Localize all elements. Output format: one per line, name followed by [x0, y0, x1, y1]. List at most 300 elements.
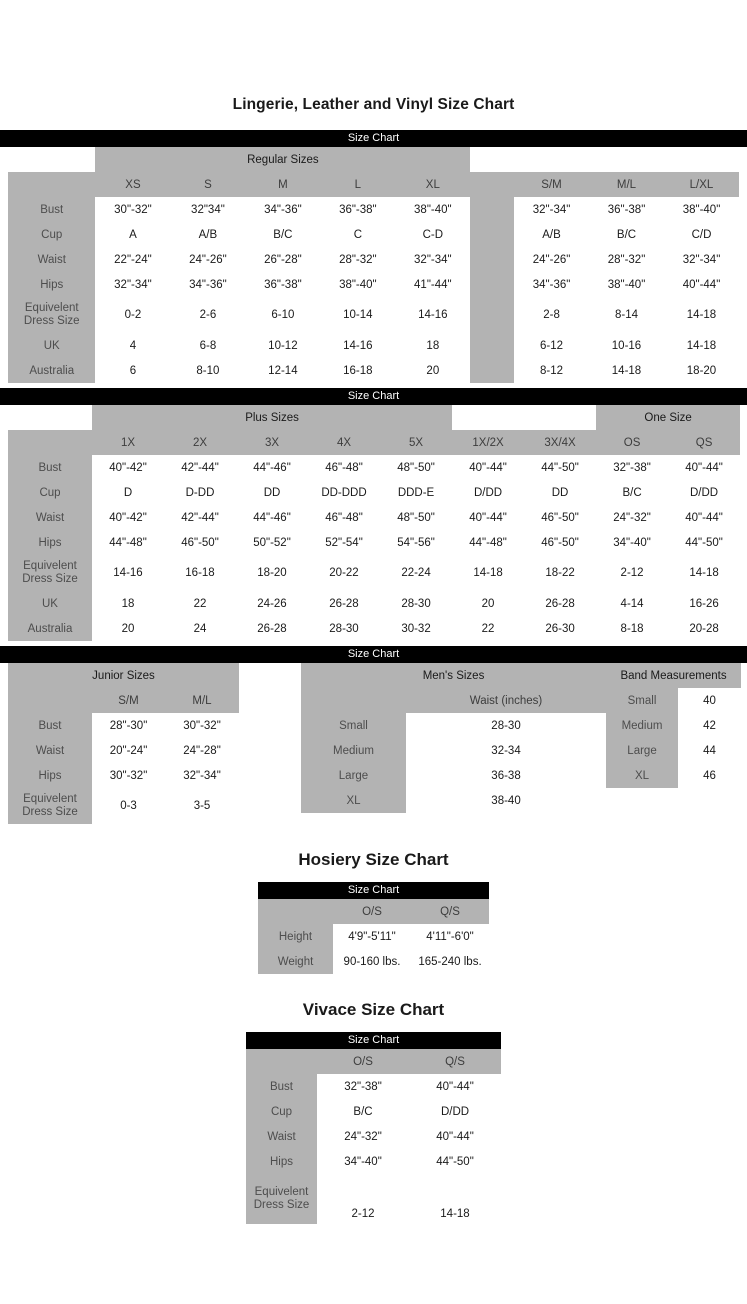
hosiery-table [258, 899, 489, 974]
cell: 44"-46" [236, 505, 308, 530]
corner-cell [8, 430, 92, 455]
spacer-cell [514, 147, 589, 172]
group-header-band-measurements: Band Measurements [606, 663, 741, 688]
table-row [8, 591, 740, 616]
col-header-1x: 1X [92, 430, 164, 455]
cell: 28-30 [380, 591, 452, 616]
col-header-m: M [245, 172, 320, 197]
cell: 24"-26" [170, 247, 245, 272]
cell: C/D [664, 222, 739, 247]
mens-sizes-block [301, 663, 741, 813]
cell: 46"-50" [524, 505, 596, 530]
cell: 26-30 [524, 616, 596, 641]
cell: 2-12 [317, 1174, 409, 1224]
cell: 14-16 [92, 555, 164, 591]
vivace-table [246, 1049, 501, 1224]
cell: D-DD [164, 480, 236, 505]
row-label-bust: Bust [246, 1074, 317, 1099]
table-row [8, 247, 739, 272]
cell: 40"-42" [92, 455, 164, 480]
cell: 8-10 [170, 358, 245, 383]
cell: 22 [452, 616, 524, 641]
cell: 54"-56" [380, 530, 452, 555]
row-label-medium: Medium [606, 713, 678, 738]
junior-sizes-block [8, 663, 239, 824]
size-chart-band-junior-mens: Size Chart [0, 646, 747, 663]
cell: 34"-36" [170, 272, 245, 297]
cell: 26"-28" [245, 247, 320, 272]
cell: 28"-30" [92, 713, 165, 738]
spacer-cell [452, 405, 524, 430]
cell: 38"-40" [395, 197, 470, 222]
cell: 14-18 [664, 333, 739, 358]
cell: 10-14 [320, 297, 395, 333]
cell: 6-12 [514, 333, 589, 358]
row-label-australia: Australia [8, 358, 95, 383]
corner-cell [8, 688, 92, 713]
cell: 16-18 [164, 555, 236, 591]
cell-gap [470, 222, 514, 247]
cell: 14-16 [320, 333, 395, 358]
cell: 40"-44" [409, 1074, 501, 1099]
cell: A/B [170, 222, 245, 247]
col-header-4x: 4X [308, 430, 380, 455]
col-header-os: O/S [317, 1049, 409, 1074]
col-header-ml: M/L [165, 688, 239, 713]
table-row [8, 713, 239, 738]
cell: 40"-44" [668, 455, 740, 480]
cell: 32"34" [170, 197, 245, 222]
group-header-row [8, 663, 239, 688]
cell: A/B [514, 222, 589, 247]
cell: 8-14 [589, 297, 664, 333]
row-label-medium: Medium [301, 738, 406, 763]
row-label-xl: XL [606, 763, 678, 788]
cell: 14-18 [452, 555, 524, 591]
cell: B/C [245, 222, 320, 247]
band-measurements-table [606, 663, 741, 788]
table-row [8, 272, 739, 297]
col-header-l: L [320, 172, 395, 197]
spacer-cell [524, 405, 596, 430]
cell: 8-12 [514, 358, 589, 383]
table-row [8, 763, 239, 788]
cell: 2-12 [596, 555, 668, 591]
cell: 10-12 [245, 333, 320, 358]
cell: 36-38 [406, 763, 606, 788]
row-label-equivelent-dress-size: Equivelent Dress Size [246, 1174, 317, 1224]
cell: 6-8 [170, 333, 245, 358]
cell: 22 [164, 591, 236, 616]
cell: 36"-38" [320, 197, 395, 222]
cell: 24"-32" [596, 505, 668, 530]
cell: 28-30 [308, 616, 380, 641]
group-header-row [301, 663, 606, 688]
cell-gap [470, 272, 514, 297]
cell: 26-28 [308, 591, 380, 616]
cell: B/C [596, 480, 668, 505]
cell: 44"-50" [524, 455, 596, 480]
cell: 32"-34" [95, 272, 170, 297]
cell: 20-22 [308, 555, 380, 591]
table-row [8, 505, 740, 530]
cell: 38"-40" [320, 272, 395, 297]
col-header-gap [470, 172, 514, 197]
cell: 24"-32" [317, 1124, 409, 1149]
cell: D/DD [409, 1099, 501, 1124]
bottom-spacer [0, 1224, 747, 1304]
row-label-weight: Weight [258, 949, 333, 974]
row-label-small: Small [606, 688, 678, 713]
cell: 44"-48" [452, 530, 524, 555]
cell: 46"-48" [308, 505, 380, 530]
cell: 0-3 [92, 788, 165, 824]
cell: 46"-50" [524, 530, 596, 555]
col-header-qs: Q/S [411, 899, 489, 924]
group-header-row [8, 405, 740, 430]
cell: 4'9"-5'11" [333, 924, 411, 949]
cell: 0-2 [95, 297, 170, 333]
cell: 36"-38" [245, 272, 320, 297]
row-label-waist: Waist [8, 505, 92, 530]
table-row [8, 197, 739, 222]
cell: 2-8 [514, 297, 589, 333]
table-row [606, 763, 741, 788]
table-row [301, 713, 606, 738]
table-row [301, 763, 606, 788]
cell: 32"-34" [664, 247, 739, 272]
table-row [606, 738, 741, 763]
spacer-cell [470, 147, 514, 172]
table-row [258, 924, 489, 949]
cell: 8-18 [596, 616, 668, 641]
row-label-height: Height [258, 924, 333, 949]
cell: 14-18 [409, 1174, 501, 1224]
cell: 50"-52" [236, 530, 308, 555]
table-row [8, 455, 740, 480]
table-row [606, 688, 741, 713]
column-header-row [8, 688, 239, 713]
size-chart-band-vivace: Size Chart [246, 1032, 501, 1049]
table-row [8, 616, 740, 641]
cell: 30"-32" [165, 713, 239, 738]
col-header-ml: M/L [589, 172, 664, 197]
cell-gap [470, 297, 514, 333]
cell: A [95, 222, 170, 247]
cell: 32"-34" [514, 197, 589, 222]
col-header-3x4x: 3X/4X [524, 430, 596, 455]
cell: 24 [164, 616, 236, 641]
cell: 14-18 [589, 358, 664, 383]
cell-gap [470, 333, 514, 358]
cell: 44"-46" [236, 455, 308, 480]
table-row [8, 480, 740, 505]
table-row [8, 788, 239, 824]
regular-sizes-table-wrap [8, 147, 739, 383]
mens-sizes-table [301, 663, 606, 813]
cell: 44"-50" [409, 1149, 501, 1174]
row-label-equivelent-dress-size: Equivelent Dress Size [8, 297, 95, 333]
cell: 42"-44" [164, 455, 236, 480]
cell: 44 [678, 738, 741, 763]
cell: 32"-34" [395, 247, 470, 272]
row-label-bust: Bust [8, 455, 92, 480]
band-measurements-block [606, 663, 741, 813]
cell: 28"-32" [320, 247, 395, 272]
cell: 34"-36" [514, 272, 589, 297]
cell: 32"-38" [596, 455, 668, 480]
cell: D [92, 480, 164, 505]
plus-sizes-table-wrap [8, 405, 739, 641]
cell: 12-14 [245, 358, 320, 383]
cell: DD-DDD [308, 480, 380, 505]
cell: 44"-48" [92, 530, 164, 555]
cell: D/DD [668, 480, 740, 505]
mens-waist-block [301, 663, 606, 813]
col-header-os: OS [596, 430, 668, 455]
cell: 22-24 [380, 555, 452, 591]
group-header-plus: Plus Sizes [92, 405, 452, 430]
size-chart-band-hosiery: Size Chart [258, 882, 489, 899]
plus-sizes-table [8, 405, 740, 641]
cell: 26-28 [236, 616, 308, 641]
col-header-sm: S/M [514, 172, 589, 197]
cell: 28"-32" [589, 247, 664, 272]
table-row [8, 530, 740, 555]
row-label-bust: Bust [8, 197, 95, 222]
table-row [606, 713, 741, 738]
cell: 4-14 [596, 591, 668, 616]
cell: 41"-44" [395, 272, 470, 297]
cell: 36"-38" [589, 197, 664, 222]
size-chart-band-regular: Size Chart [0, 130, 747, 147]
hosiery-title: Hosiery Size Chart [298, 850, 449, 869]
cell: 18-20 [664, 358, 739, 383]
row-label-waist: Waist [8, 738, 92, 763]
group-header-mens: Men's Sizes [301, 663, 606, 688]
cell: 10-16 [589, 333, 664, 358]
cell: 24"-28" [165, 738, 239, 763]
table-row [246, 1074, 501, 1099]
cell: 16-18 [320, 358, 395, 383]
table-row [246, 1149, 501, 1174]
corner-cell [8, 172, 95, 197]
cell: 40"-44" [668, 505, 740, 530]
cell: DDD-E [380, 480, 452, 505]
cell: 30-32 [380, 616, 452, 641]
cell: 48"-50" [380, 505, 452, 530]
cell: 32"-38" [317, 1074, 409, 1099]
cell: 20 [92, 616, 164, 641]
cell: 48"-50" [380, 455, 452, 480]
row-label-uk: UK [8, 333, 95, 358]
cell: 16-26 [668, 591, 740, 616]
row-label-hips: Hips [8, 530, 92, 555]
cell: C [320, 222, 395, 247]
cell: 34"-36" [245, 197, 320, 222]
table-row [8, 333, 739, 358]
col-header-1x2x: 1X/2X [452, 430, 524, 455]
row-label-hips: Hips [8, 763, 92, 788]
cell-gap [470, 358, 514, 383]
cell: 40"-44" [452, 455, 524, 480]
cell: 40"-44" [452, 505, 524, 530]
cell: 18 [92, 591, 164, 616]
cell: 18-22 [524, 555, 596, 591]
cell: 6 [95, 358, 170, 383]
table-row [246, 1099, 501, 1124]
cell: 165-240 lbs. [411, 949, 489, 974]
cell: 30"-32" [92, 763, 165, 788]
cell: 40"-44" [409, 1124, 501, 1149]
column-header-row [301, 688, 606, 713]
row-label-large: Large [301, 763, 406, 788]
col-header-qs: QS [668, 430, 740, 455]
col-header-qs: Q/S [409, 1049, 501, 1074]
table-row [8, 222, 739, 247]
col-header-3x: 3X [236, 430, 308, 455]
cell: DD [236, 480, 308, 505]
row-label-australia: Australia [8, 616, 92, 641]
corner-cell [258, 899, 333, 924]
cell: 4'11"-6'0" [411, 924, 489, 949]
cell: 18 [395, 333, 470, 358]
cell: D/DD [452, 480, 524, 505]
size-chart-band-plus: Size Chart [0, 388, 747, 405]
table-row [301, 738, 606, 763]
vivace-title: Vivace Size Chart [302, 1000, 445, 1019]
cell: 30"-32" [95, 197, 170, 222]
col-header-s: S [170, 172, 245, 197]
group-header-junior: Junior Sizes [8, 663, 239, 688]
cell: 26-28 [524, 591, 596, 616]
cell: DD [524, 480, 596, 505]
cell: C-D [395, 222, 470, 247]
table-row [246, 1174, 501, 1224]
row-label-hips: Hips [8, 272, 95, 297]
table-row [8, 358, 739, 383]
cell: B/C [317, 1099, 409, 1124]
row-label-uk: UK [8, 591, 92, 616]
cell: 6-10 [245, 297, 320, 333]
row-label-waist: Waist [246, 1124, 317, 1149]
cell: 44"-50" [668, 530, 740, 555]
cell: 40"-42" [92, 505, 164, 530]
cell: 20"-24" [92, 738, 165, 763]
col-header-2x: 2X [164, 430, 236, 455]
table-row [8, 555, 740, 591]
corner-cell [246, 1049, 317, 1074]
column-header-row [8, 430, 740, 455]
table-row [8, 738, 239, 763]
corner-cell [301, 688, 406, 713]
cell: 4 [95, 333, 170, 358]
col-header-sm: S/M [92, 688, 165, 713]
col-header-5x: 5X [380, 430, 452, 455]
cell: 46"-50" [164, 530, 236, 555]
cell: 34"-40" [596, 530, 668, 555]
column-header-row [258, 899, 489, 924]
row-label-cup: Cup [246, 1099, 317, 1124]
cell: 46 [678, 763, 741, 788]
row-label-bust: Bust [8, 713, 92, 738]
cell: 2-6 [170, 297, 245, 333]
table-row [8, 297, 739, 333]
row-label-small: Small [301, 713, 406, 738]
spacer-cell [8, 147, 95, 172]
cell: 38"-40" [589, 272, 664, 297]
cell: 32-34 [406, 738, 606, 763]
spacer-cell [589, 147, 664, 172]
cell: 24"-26" [514, 247, 589, 272]
col-header-waist-inches: Waist (inches) [406, 688, 606, 713]
vivace-block [246, 1032, 501, 1224]
hosiery-block [258, 882, 489, 974]
cell: 38"-40" [664, 197, 739, 222]
row-label-equivelent-dress-size: Equivelent Dress Size [8, 555, 92, 591]
cell: 42"-44" [164, 505, 236, 530]
row-label-waist: Waist [8, 247, 95, 272]
cell-gap [470, 197, 514, 222]
row-label-cup: Cup [8, 222, 95, 247]
column-header-row [8, 172, 739, 197]
cell: B/C [589, 222, 664, 247]
cell: 28-30 [406, 713, 606, 738]
cell: 20-28 [668, 616, 740, 641]
cell: 14-18 [664, 297, 739, 333]
junior-mens-row [8, 663, 739, 824]
col-header-lxl: L/XL [664, 172, 739, 197]
cell: 3-5 [165, 788, 239, 824]
row-label-xl: XL [301, 788, 406, 813]
table-row [258, 949, 489, 974]
row-label-equivelent-dress-size: Equivelent Dress Size [8, 788, 92, 824]
group-header-row [606, 663, 741, 688]
cell: 40 [678, 688, 741, 713]
cell: 14-16 [395, 297, 470, 333]
cell: 38-40 [406, 788, 606, 813]
cell: 14-18 [668, 555, 740, 591]
cell-gap [470, 247, 514, 272]
spacer-cell [664, 147, 739, 172]
cell: 52"-54" [308, 530, 380, 555]
cell: 18-20 [236, 555, 308, 591]
row-label-hips: Hips [246, 1149, 317, 1174]
spacer-cell [8, 405, 92, 430]
junior-sizes-table [8, 663, 239, 824]
cell: 20 [395, 358, 470, 383]
row-label-cup: Cup [8, 480, 92, 505]
col-header-os: O/S [333, 899, 411, 924]
cell: 42 [678, 713, 741, 738]
col-header-xl: XL [395, 172, 470, 197]
cell: 24-26 [236, 591, 308, 616]
column-header-row [246, 1049, 501, 1074]
table-row [301, 788, 606, 813]
group-header-regular: Regular Sizes [95, 147, 470, 172]
cell: 32"-34" [165, 763, 239, 788]
group-header-row [8, 147, 739, 172]
row-label-large: Large [606, 738, 678, 763]
cell: 20 [452, 591, 524, 616]
page-title: Lingerie, Leather and Vinyl Size Chart [232, 96, 515, 113]
cell: 90-160 lbs. [333, 949, 411, 974]
cell: 22"-24" [95, 247, 170, 272]
group-header-one-size: One Size [596, 405, 740, 430]
cell: 34"-40" [317, 1149, 409, 1174]
cell: 46"-48" [308, 455, 380, 480]
regular-sizes-table [8, 147, 739, 383]
